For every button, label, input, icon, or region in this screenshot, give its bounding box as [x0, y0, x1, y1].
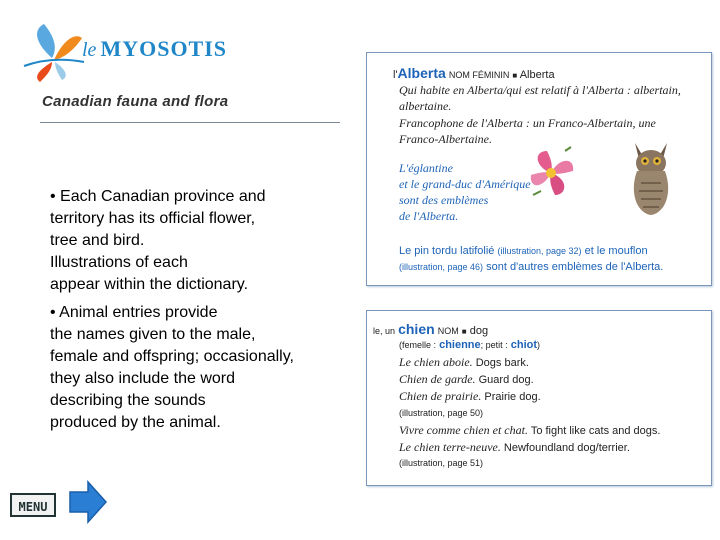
illustration-ref: (illustration, page 50): [399, 408, 484, 418]
logo-le: le: [82, 39, 97, 61]
entry-forms-line: (femelle : chienne; petit : chiot): [399, 339, 541, 351]
gloss: dog: [469, 325, 489, 337]
example-line: Chien de garde. Guard dog.: [399, 372, 534, 386]
dictionary-entry-alberta: [366, 52, 712, 286]
other-emblems-line: (illustration, page 46) sont d'autres emblèmes de l'Alberta.: [399, 261, 664, 273]
example-line: Le chien terre-neuve. Newfoundland dog/terrier.: [399, 440, 630, 454]
headword-chien: chien: [398, 321, 435, 337]
emblem-line: sont des emblèmes: [399, 193, 489, 207]
entry-line: Francophone de l'Alberta : un Franco-Albertain, une: [399, 116, 656, 130]
logo-brand: MYOSOTIS: [100, 36, 228, 61]
example-line: Chien de prairie. Prairie dog.: [399, 389, 541, 403]
divider: [40, 122, 340, 123]
emblem-line: de l'Alberta.: [399, 209, 459, 223]
other-emblems-line: Le pin tordu latifolié (illustration, page 32) et le mouflon: [399, 245, 648, 257]
logo-wordmark: [82, 36, 227, 62]
bullet-provinces: • Each Canadian province and territory has its official flower, tree and bird. Illustrations of each appear within the dictionary.: [50, 188, 266, 293]
page-subtitle: Canadian fauna and flora: [42, 93, 229, 110]
headword-alberta: Alberta: [397, 65, 446, 81]
example-line: Vivre comme chien et chat. To fight like cats and dogs.: [399, 423, 661, 437]
wild-rose-icon: [525, 145, 577, 201]
gloss: Alberta: [519, 69, 555, 81]
entry-line: Franco-Albertaine.: [399, 132, 492, 146]
gram-label: NOM FÉMININ: [448, 70, 510, 80]
emblem-line: et le grand-duc d'Amérique: [399, 177, 531, 191]
illustration-ref: (illustration, page 51): [399, 458, 484, 468]
menu-button[interactable]: MENU: [10, 493, 56, 517]
entry-head-line: le, un chien NOM ■ dog: [373, 321, 489, 337]
emblem-line: L'églantine: [399, 161, 453, 175]
square-bullet-icon: ■: [461, 327, 467, 336]
great-horned-owl-icon: [623, 133, 679, 219]
entry-line: albertaine.: [399, 99, 452, 113]
next-arrow-icon[interactable]: [68, 480, 108, 524]
entry-head-line: l'Alberta NOM FÉMININ ■ Alberta: [393, 65, 555, 81]
entry-line: Qui habite en Alberta/qui est relatif à l'Alberta : albertain,: [399, 83, 681, 97]
bullet-animals: • Animal entries provide the names given to the male, female and offspring; occasionally, they also include the word describing the sounds produced by the animal.: [50, 304, 294, 431]
dictionary-entry-chien: [366, 310, 712, 486]
example-line: Le chien aboie. Dogs bark.: [399, 355, 529, 369]
square-bullet-icon: ■: [512, 71, 518, 80]
